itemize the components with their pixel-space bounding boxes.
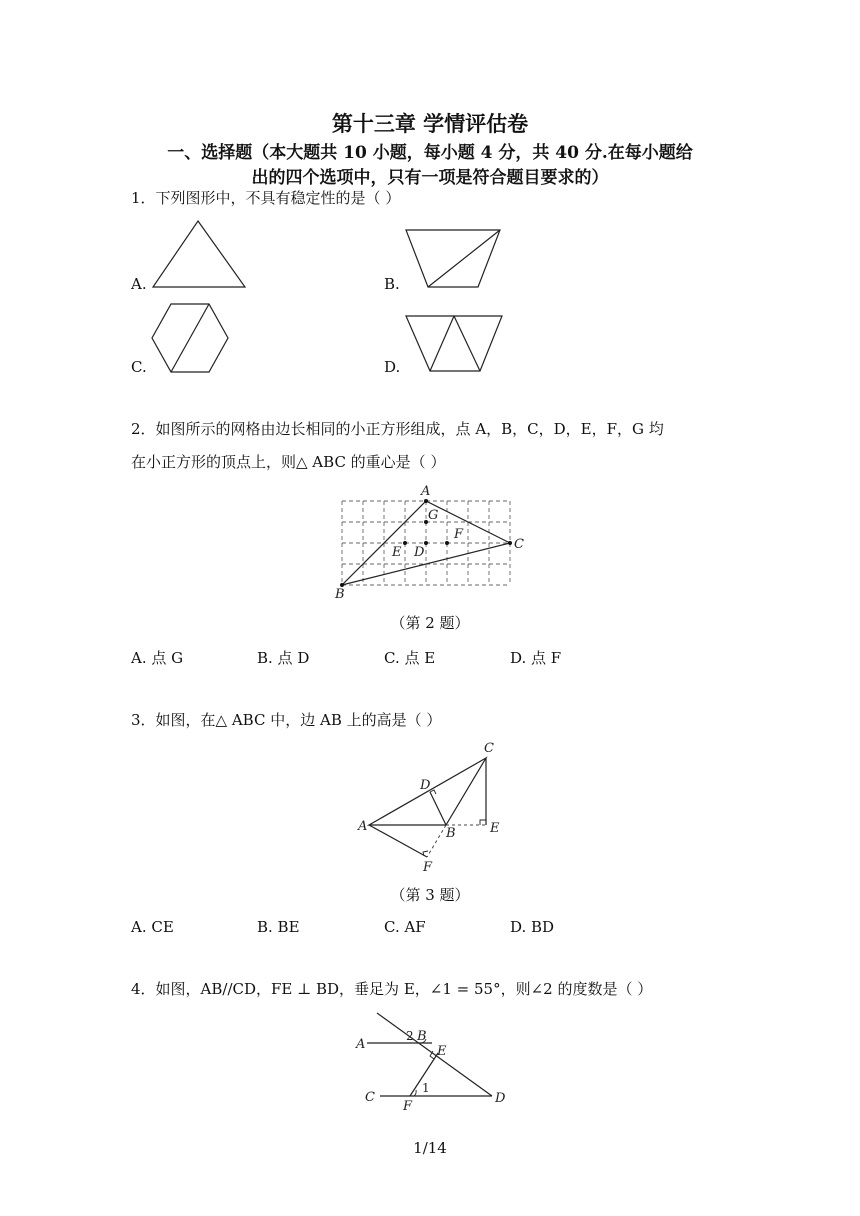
q3-label-b: B: [446, 826, 456, 841]
q3-label-d: D: [420, 778, 431, 793]
q3-label-e: E: [490, 821, 500, 836]
section-heading-line2: 出的四个选项中，只有一项是符合题目要求的）: [251, 168, 609, 188]
q1-figure-a-triangle: [150, 218, 250, 290]
q2-label-e: E: [392, 545, 402, 560]
q1-figure-b-trapezoid: [404, 228, 504, 290]
q1-option-a[interactable]: A.: [131, 275, 147, 293]
q4-label-c: C: [365, 1090, 375, 1105]
q2-option-b[interactable]: B. 点 D: [257, 649, 310, 667]
q4-angle-2-label: 2: [406, 1029, 414, 1043]
q3-label-f: F: [423, 860, 433, 875]
q2-label-c: C: [514, 537, 524, 552]
q4-label-a: A: [356, 1037, 366, 1052]
q3-option-c[interactable]: C. AF: [384, 918, 426, 936]
q3-triangle-figure: [355, 738, 515, 878]
page-number: 1/14: [413, 1139, 447, 1157]
q1-option-c[interactable]: C.: [131, 358, 147, 376]
q4-label-f: F: [403, 1099, 413, 1114]
section-heading-line1: 一、选择题（本大题共 10 小题，每小题 4 分，共 40 分.在每小题给: [167, 143, 693, 163]
q2-grid-figure: [335, 482, 535, 600]
q1-figure-c-hexagon: [150, 302, 232, 374]
q3-label-a: A: [358, 819, 368, 834]
q3-caption: （第 3 题）: [390, 886, 470, 904]
question-2-stem-line1: 2．如图所示的网格由边长相同的小正方形组成，点 A，B，C，D，E，F，G 均: [131, 420, 664, 438]
q4-parallel-lines-figure: [350, 1010, 520, 1114]
q2-option-c[interactable]: C. 点 E: [384, 649, 436, 667]
q1-option-d[interactable]: D.: [384, 358, 401, 376]
q2-option-d[interactable]: D. 点 F: [510, 649, 562, 667]
question-2-stem-line2: 在小正方形的顶点上，则△ ABC 的重心是（ ）: [131, 453, 446, 471]
q1-figure-d-trapezoid: [404, 314, 504, 374]
q2-caption: （第 2 题）: [390, 614, 470, 632]
q4-angle-1-label: 1: [422, 1081, 430, 1095]
q2-label-d: D: [414, 545, 425, 560]
q3-option-a[interactable]: A. CE: [131, 918, 174, 936]
question-4-stem: 4．如图，AB//CD，FE ⊥ BD，垂足为 E，∠1 = 55°，则∠2 的度数是（ ）: [131, 980, 653, 998]
q2-label-b: B: [335, 587, 345, 602]
q4-label-d: D: [495, 1091, 506, 1106]
question-3-stem: 3．如图，在△ ABC 中，边 AB 上的高是（ ）: [131, 711, 442, 729]
q2-label-g: G: [428, 508, 439, 523]
q2-option-a[interactable]: A. 点 G: [131, 649, 184, 667]
q2-label-a: A: [421, 484, 431, 499]
question-1-stem: 1．下列图形中，不具有稳定性的是（ ）: [131, 189, 401, 207]
q1-option-b[interactable]: B.: [384, 275, 400, 293]
q3-label-c: C: [484, 741, 494, 756]
q4-label-e: E: [437, 1044, 447, 1059]
q4-label-b: B: [417, 1029, 427, 1044]
q3-option-b[interactable]: B. BE: [257, 918, 300, 936]
q2-label-f: F: [454, 527, 464, 542]
q3-option-d[interactable]: D. BD: [510, 918, 555, 936]
page-title: 第十三章 学情评估卷: [331, 111, 529, 136]
